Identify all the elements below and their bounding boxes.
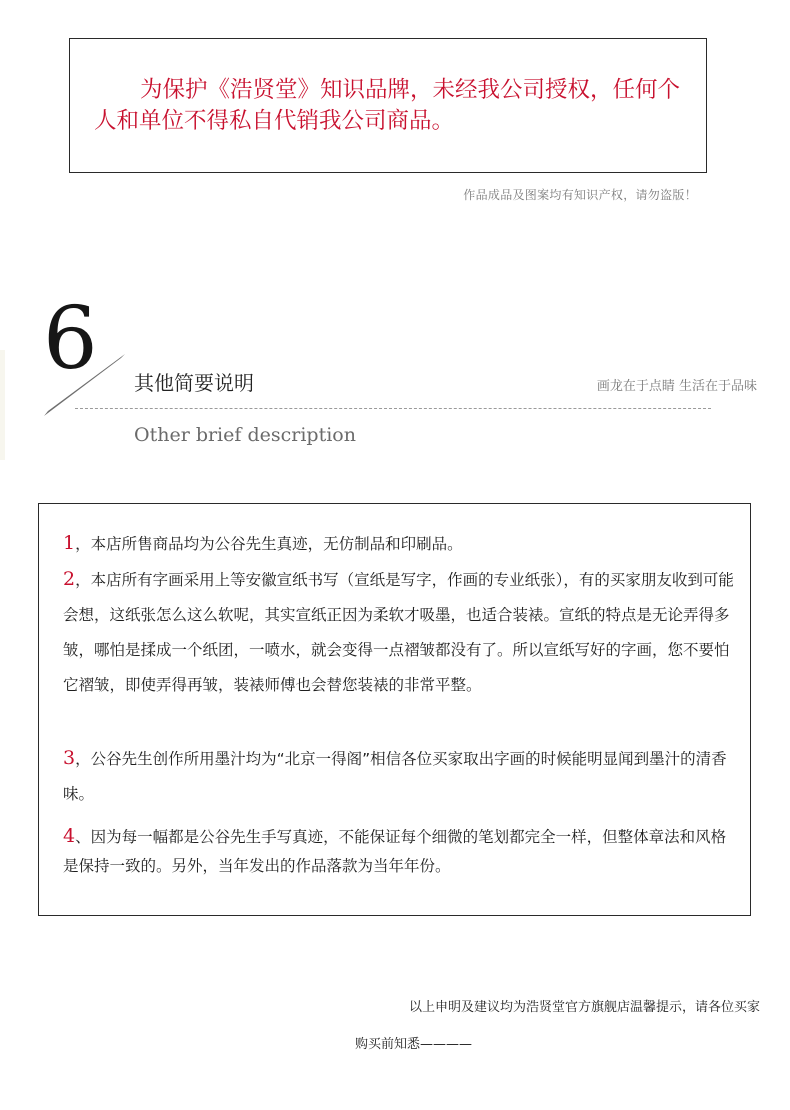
description-box [38, 503, 751, 916]
footer-line-1: 以上申明及建议均为浩贤堂官方旗舰店温馨提示，请各位买家 [408, 1000, 760, 1015]
item-text: ，公谷先生创作所用墨汁均为“北京一得阁”相信各位买家取出字画的时候能明显闻到墨汁的清香味。 [63, 750, 727, 803]
section-subtitle-en: Other brief description [134, 424, 356, 446]
item-text: ，本店所售商品均为公谷先生真迹，无仿制品和印刷品。 [75, 535, 463, 553]
dashed-divider [75, 408, 711, 409]
section-number: 6 [43, 289, 98, 389]
description-item [63, 822, 735, 881]
item-number: 3 [63, 747, 76, 769]
section-title: 其他简要说明 [134, 371, 254, 395]
item-text: ，本店所有字画采用上等安徽宣纸书写（宣纸是写字，作画的专业纸张），有的买家朋友收到可能会想，这纸张怎么这么软呢，其实宣纸正因为柔软才吸墨，也适合装裱。宣纸的特点是无论弄得多皱，哪怕是揉成一个纸团，一喷水，就会变得一点褶皱都没有了。所以宣纸写好的字画，您不要怕它褶皱，即使弄得再皱，装裱师傅也会替您装裱的非常平整。 [63, 571, 734, 694]
item-number: 2 [63, 568, 76, 590]
copyright-note: 作品成品及图案均有知识产权，请勿盗版！ [463, 188, 697, 202]
notice-text: 为保护《浩贤堂》知识品牌，未经我公司授权，任何个人和单位不得私自代销我公司商品。 [94, 77, 681, 134]
footer-line-2: 购买前知悉———— [355, 1037, 473, 1052]
item-number: 4 [63, 825, 76, 847]
section-motto: 画龙在于点睛 生活在于品味 [596, 379, 757, 394]
description-item [63, 526, 735, 561]
description-item [63, 562, 735, 703]
item-number: 1 [63, 532, 76, 554]
description-item [63, 741, 735, 812]
item-text: 、因为每一幅都是公谷先生手写真迹，不能保证每个细微的笔划都完全一样，但整体章法和风格是保持一致的。另外，当年发出的作品落款为当年年份。 [63, 828, 727, 875]
